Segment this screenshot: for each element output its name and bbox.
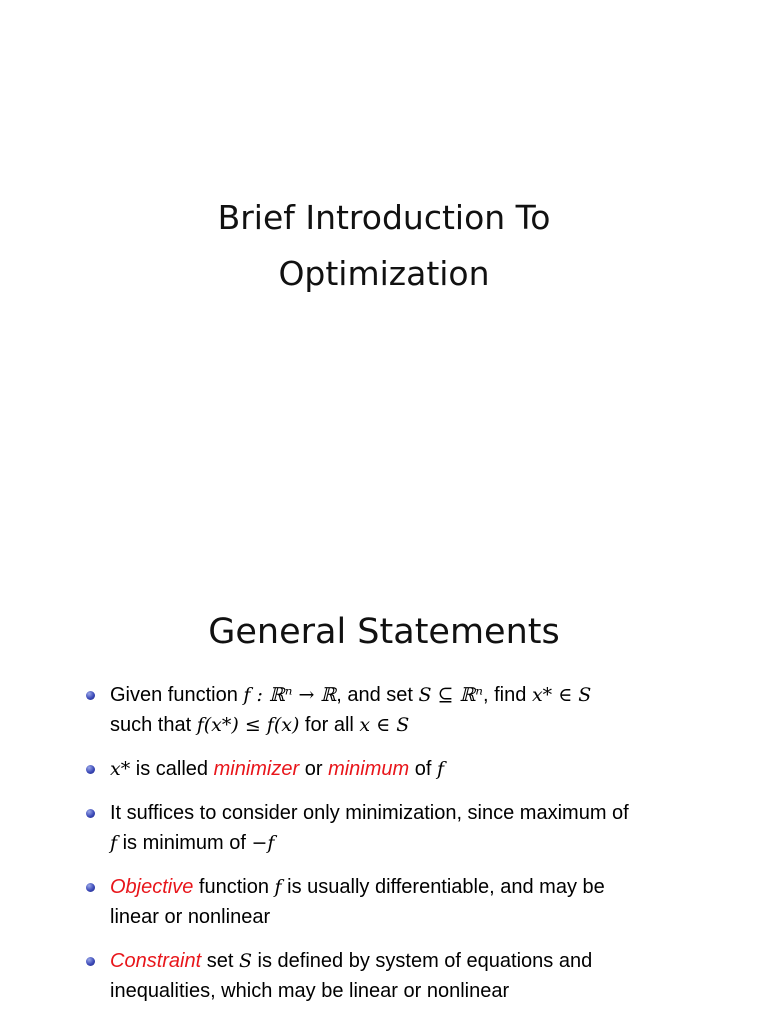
math-expression: S — [238, 950, 252, 972]
bullet-item: Objective function f is usually differentiable, and may be linear or nonlinear — [86, 872, 746, 932]
title-line-1: Brief Introduction To — [217, 198, 551, 237]
math-expression: x ∈ S — [359, 714, 410, 736]
bullet-icon — [86, 691, 95, 700]
bullet-list — [86, 680, 746, 1006]
bullet-item: It suffices to consider only minimization, since maximum of f is minimum of −f — [86, 798, 746, 858]
emphasis-term: Objective — [110, 876, 194, 898]
bullet-item: Given function f : ℝⁿ → ℝ, and set S ⊆ ℝⁿ, find x* ∈ S such that f(x*) ≤ f(x) for all x ∈ S — [86, 680, 746, 740]
math-expression: f(x*) ≤ f(x) — [196, 714, 300, 736]
math-expression: S ⊆ ℝⁿ — [418, 684, 484, 706]
bullet-item: x* is called minimizer or minimum of f — [86, 754, 746, 784]
emphasis-term: Constraint — [110, 950, 202, 972]
bullet-icon — [86, 957, 95, 966]
math-expression: f — [110, 832, 118, 854]
bullet-icon — [86, 809, 95, 818]
slide-title — [0, 190, 768, 302]
bullet-icon — [86, 765, 95, 774]
math-expression: −f — [251, 832, 275, 854]
math-expression: f : ℝⁿ → ℝ — [243, 684, 337, 706]
math-expression: f — [274, 876, 282, 898]
emphasis-term: minimizer — [213, 758, 300, 780]
math-expression: x* — [110, 758, 131, 780]
math-expression: x* ∈ S — [531, 684, 592, 706]
slide-title: General Statements — [208, 612, 560, 652]
title-line-2: Optimization — [278, 254, 490, 293]
emphasis-term: minimum — [328, 758, 410, 780]
bullet-icon — [86, 883, 95, 892]
math-expression: f — [436, 758, 445, 780]
bullet-item: Constraint set S is defined by system of equations and inequalities, which may be linear or nonlinear — [86, 946, 746, 1006]
